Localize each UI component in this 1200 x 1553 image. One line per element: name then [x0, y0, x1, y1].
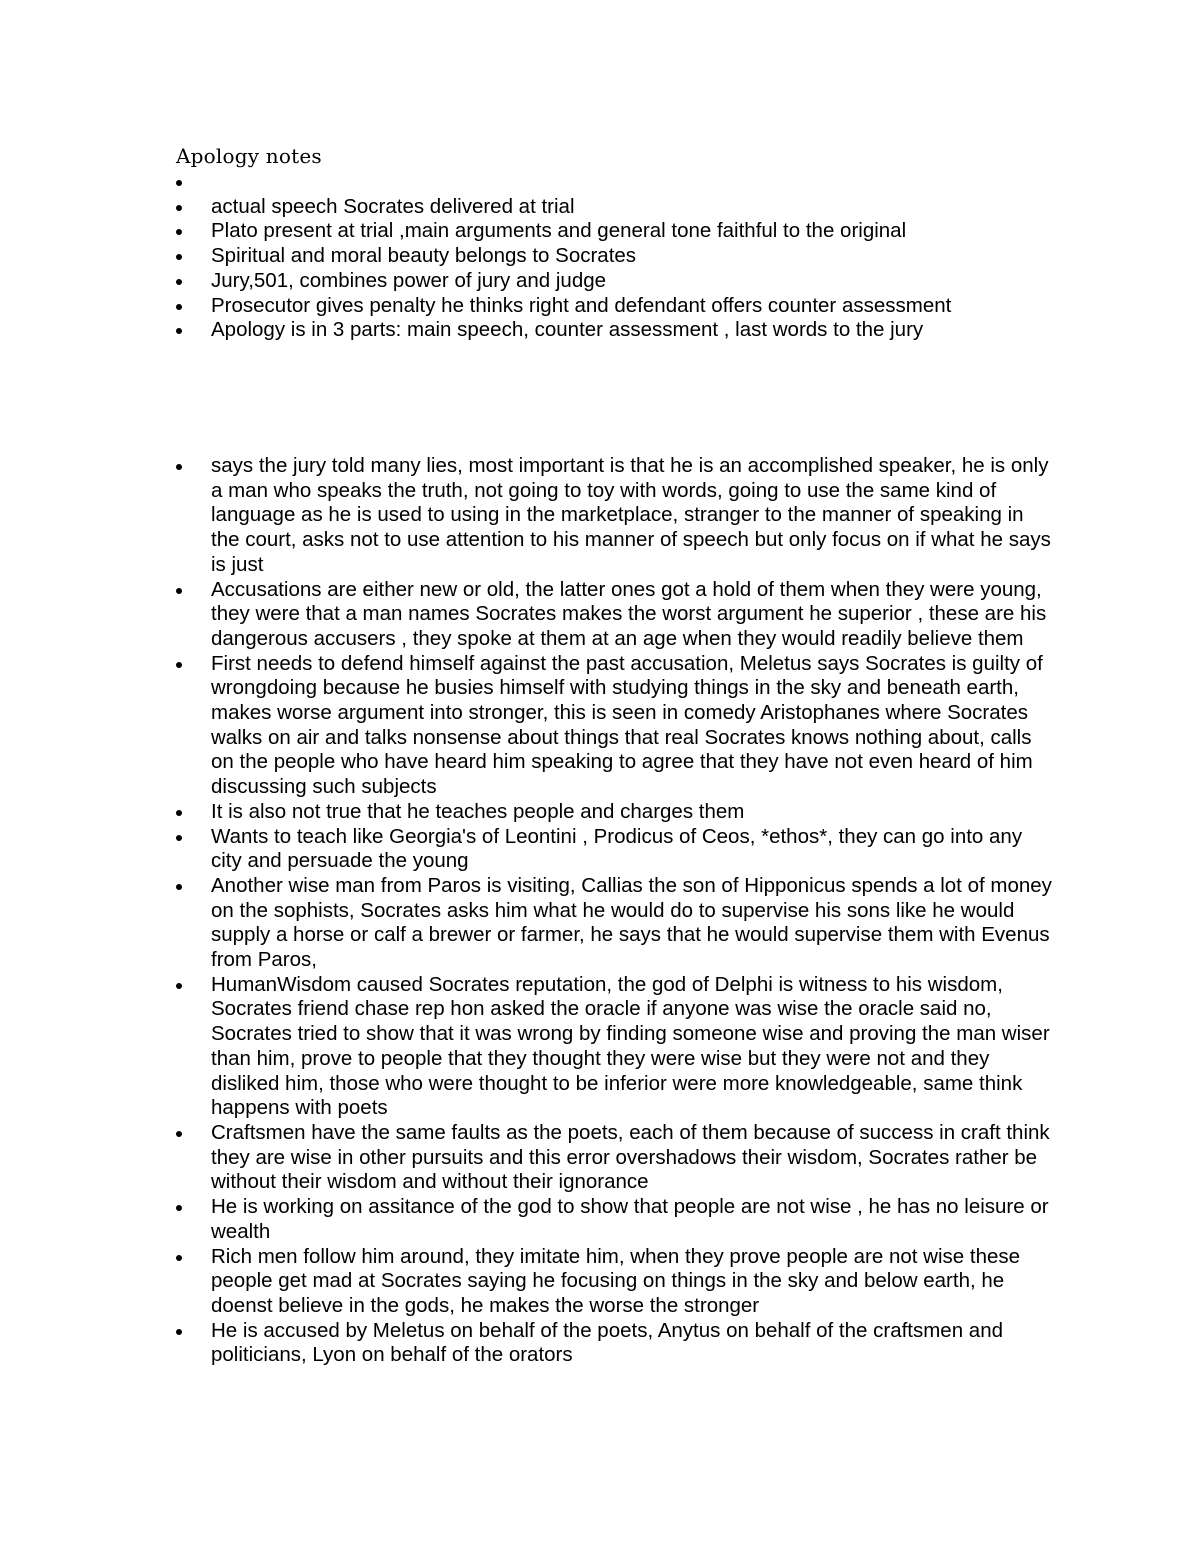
bullet-icon — [176, 983, 182, 989]
list-item-text: says the jury told many lies, most important is that he is an accomplished speaker, he is only a man who speaks the truth, not going to toy with words, going to use the same kind of language as he is used to using in the marketplace, stranger to the manner of speaking in the court, asks not to use attention to his manner of speech but only focus on if what he says is just — [211, 454, 1051, 576]
list-item-text: Rich men follow him around, they imitate him, when they prove people are not wise these people get mad at Socrates saying he focusing on things in the sky and below earth, he doenst believe in the gods, he makes the worse the stronger — [211, 1244, 1021, 1317]
list-item-text: Plato present at trial ,main arguments and general tone faithful to the original — [211, 219, 907, 243]
list-item — [176, 219, 1056, 244]
bullet-icon — [176, 835, 182, 841]
bullet-icon — [176, 1205, 182, 1211]
list-item — [176, 454, 1056, 578]
bullet-icon — [176, 464, 182, 470]
list-item — [176, 170, 1056, 195]
list-item — [176, 1245, 1056, 1319]
list-item-text: Spiritual and moral beauty belongs to Socrates — [211, 244, 637, 268]
list-item-text: Wants to teach like Georgia's of Leontini , Prodicus of Ceos, *ethos*, they can go into any city and persuade the young — [211, 824, 1023, 873]
bullet-icon — [176, 884, 182, 890]
list-item — [176, 578, 1056, 652]
list-item-text: Accusations are either new or old, the latter ones got a hold of them when they were young, they were that a man names Socrates makes the worst argument he superior , these are his dangerous accusers , they spoke at them at an age when they would readily believe them — [211, 577, 1047, 650]
list-item — [176, 318, 1056, 343]
list-item — [176, 1319, 1056, 1368]
list-item — [176, 1121, 1056, 1195]
list-item-text: First needs to defend himself against the past accusation, Meletus says Socrates is guilty of wrongdoing because he busies himself with studying things in the sky and beneath earth, makes worse argument into stronger, this is seen in comedy Aristophanes where Socrates walks on air and talks nonsense about things that real Socrates knows nothing about, calls on the people who have heard him speaking to agree that they have not even heard of him discussing such subjects — [211, 651, 1043, 799]
list-item — [176, 1195, 1056, 1244]
bullet-icon — [176, 304, 182, 310]
list-item — [176, 800, 1056, 825]
list-item — [176, 973, 1056, 1121]
list-item-text: Another wise man from Paros is visiting, Callias the son of Hipponicus spends a lot of money on the sophists, Socrates asks him what he would do to supervise his sons like he would supply a horse or calf a brewer or farmer, he says that he would supervise them with Evenus from Paros, — [211, 873, 1052, 972]
bullet-icon — [176, 254, 182, 260]
list-item-text: Prosecutor gives penalty he thinks right and defendant offers counter assessment — [211, 293, 952, 317]
bullet-icon — [176, 279, 182, 285]
bullet-icon — [176, 1329, 182, 1335]
list-item — [176, 294, 1056, 319]
bullet-icon — [176, 328, 182, 334]
document-title: Apology notes — [176, 144, 322, 168]
list-item-text: actual speech Socrates delivered at trial — [211, 194, 575, 218]
list-item-text: He is working on assitance of the god to show that people are not wise , he has no leisure or wealth — [211, 1195, 1049, 1243]
list-item — [176, 874, 1056, 973]
list-item-text: Jury,501, combines power of jury and judge — [211, 268, 607, 292]
list-item — [176, 195, 1056, 220]
list-item-text: It is also not true that he teaches people and charges them — [211, 799, 745, 823]
bullet-icon — [176, 810, 182, 816]
bullet-icon — [176, 662, 182, 668]
list-item-text: HumanWisdom caused Socrates reputation, the god of Delphi is witness to his wisdom, Socrates friend chase rep hon asked the oracle if anyone was wise the oracle said no, Socrates tried to show that it was wrong by finding someone wise and proving the man wiser than him, prove to people that they thought they were wise but they were not and they disliked him, those who were thought to be inferior were more knowledgeable, same think happens with poets — [211, 972, 1050, 1120]
list-item — [176, 269, 1056, 294]
list-item-text: Apology is in 3 parts: main speech, counter assessment , last words to the jury — [211, 318, 924, 342]
bullet-icon — [176, 588, 182, 594]
bullet-icon — [176, 205, 182, 211]
bullet-icon — [176, 180, 182, 186]
notes-list-intro — [176, 170, 1056, 343]
list-item-text: He is accused by Meletus on behalf of the poets, Anytus on behalf of the craftsmen and politicians, Lyon on behalf of the orators — [211, 1318, 1004, 1367]
list-item — [176, 244, 1056, 269]
list-item — [176, 825, 1056, 874]
bullet-icon — [176, 1255, 182, 1261]
notes-list-main — [176, 454, 1056, 1368]
list-item — [176, 652, 1056, 800]
bullet-icon — [176, 229, 182, 235]
list-item-text: Craftsmen have the same faults as the poets, each of them because of success in craft think they are wise in other pursuits and this error overshadows their wisdom, Socrates rather be without their wisdom and without their ignorance — [211, 1120, 1050, 1194]
bullet-icon — [176, 1131, 182, 1137]
